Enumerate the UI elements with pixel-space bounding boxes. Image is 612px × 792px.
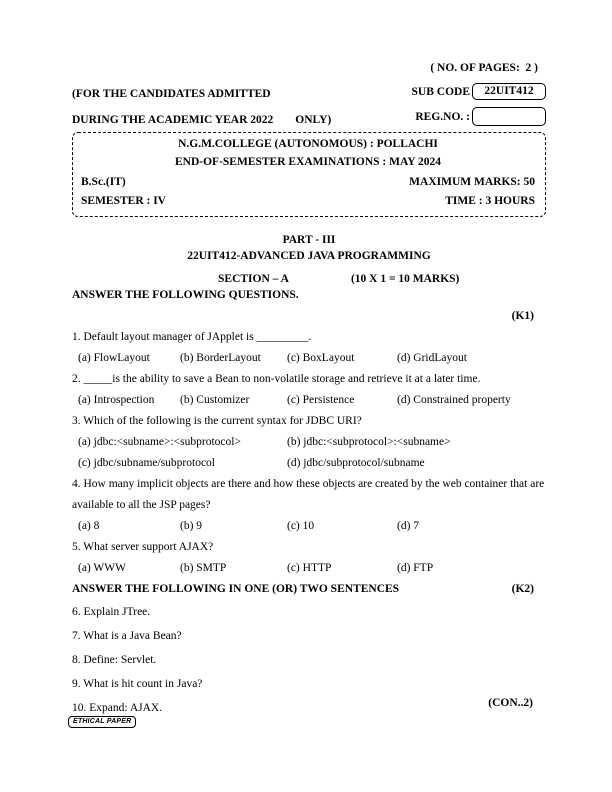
exam-time: TIME : 3 HOURS: [445, 195, 535, 207]
option-5c: (c) HTTP: [287, 562, 332, 574]
course-name: B.Sc.(IT): [81, 176, 126, 188]
question-3-options-row-1: [72, 432, 546, 453]
question-6: 6. Explain JTree.: [72, 606, 151, 618]
section-a-k-level: (K1): [511, 310, 534, 322]
option-1c: (c) BoxLayout: [287, 352, 355, 364]
ethical-paper-stamp-label: ETHICAL PAPER: [73, 718, 132, 725]
option-2b: (b) Customizer: [180, 394, 250, 406]
option-1a: (a) FlowLayout: [78, 352, 150, 364]
question-1-options: [72, 348, 546, 369]
candidates-note-line1: (FOR THE CANDIDATES ADMITTED: [72, 88, 271, 100]
option-5d: (d) FTP: [397, 562, 434, 574]
option-3a: (a) jdbc:<subname>:<subprotocol>: [78, 436, 241, 448]
option-4a: (a) 8: [78, 520, 100, 532]
pages-note: ( NO. OF PAGES: 2 ): [430, 62, 538, 74]
semester: SEMESTER : IV: [81, 195, 166, 207]
question-7: 7. What is a Java Bean?: [72, 630, 182, 642]
reg-no-group: [415, 107, 546, 126]
exam-info-box: [72, 132, 546, 217]
option-3d: (d) jdbc/subprotocol/subname: [287, 457, 425, 469]
section-a-heading: [72, 273, 546, 285]
college-name: N.G.M.COLLEGE (AUTONOMOUS) : POLLACHI: [178, 138, 438, 150]
option-4d: (d) 7: [397, 520, 420, 532]
exam-title: END-OF-SEMESTER EXAMINATIONS : MAY 2024: [174, 156, 441, 168]
candidates-note-only: ONLY): [295, 114, 332, 126]
section-k2-k-level: (K2): [511, 583, 534, 595]
question-4: 4. How many implicit objects are there and how these objects are created by the web container that are available to all the JSP pages?: [72, 478, 545, 511]
header-row-1: [72, 83, 546, 100]
sub-code-group: [412, 83, 546, 100]
question-8: 8. Define: Servlet.: [72, 654, 157, 666]
option-2d: (d) Constrained property: [397, 394, 511, 406]
section-a-title: SECTION – A: [218, 273, 289, 285]
section-a-instruction: ANSWER THE FOLLOWING QUESTIONS.: [72, 289, 299, 301]
question-4-options: [72, 516, 546, 537]
question-5-options: [72, 558, 546, 579]
section-k2-heading: [72, 579, 546, 600]
question-3-options-row-2: [72, 453, 546, 474]
section-k2-instruction: ANSWER THE FOLLOWING IN ONE (OR) TWO SENTENCES: [72, 583, 400, 595]
part-title: PART - III: [282, 234, 336, 246]
semester-time-row: [81, 195, 535, 207]
section-a-marks: (10 X 1 = 10 MARKS): [350, 273, 460, 285]
reg-no-label: REG.NO. :: [415, 110, 470, 123]
question-2: 2. _____is the ability to save a Bean to non-volatile storage and retrieve it at a later time.: [72, 373, 481, 385]
question-2-options: [72, 390, 546, 411]
option-1d: (d) GridLayout: [397, 352, 467, 364]
header-row-2: [72, 107, 546, 126]
option-5b: (b) SMTP: [180, 562, 227, 574]
maximum-marks: MAXIMUM MARKS: 50: [409, 176, 535, 188]
section-k2-block: [72, 600, 546, 720]
question-5: 5. What server support AJAX?: [72, 541, 214, 553]
subject-title: 22UIT412-ADVANCED JAVA PROGRAMMING: [187, 250, 431, 262]
option-1b: (b) BorderLayout: [180, 352, 261, 364]
option-3b: (b) jdbc:<subprotocol>:<subname>: [287, 436, 451, 448]
question-10: 10. Expand: AJAX.: [72, 702, 163, 714]
option-3c: (c) jdbc/subname/subprotocol: [78, 457, 216, 469]
question-1: 1. Default layout manager of JApplet is _________.: [72, 331, 312, 343]
option-2a: (a) Introspection: [78, 394, 155, 406]
candidates-note-line2: DURING THE ACADEMIC YEAR 2022: [72, 114, 274, 126]
question-9: 9. What is hit count in Java?: [72, 678, 203, 690]
reg-no-box: [472, 107, 546, 126]
sub-code-label: SUB CODE: [411, 85, 470, 98]
section-a-block: [72, 285, 546, 600]
course-marks-row: [81, 176, 535, 188]
continuation-note: (CON..2): [488, 697, 533, 709]
option-4c: (c) 10: [287, 520, 315, 532]
question-3: 3. Which of the following is the current syntax for JDBC URI?: [72, 415, 362, 427]
sub-code-box: 22UIT412: [472, 83, 546, 100]
option-4b: (b) 9: [180, 520, 203, 532]
option-2c: (c) Persistence: [287, 394, 355, 406]
ethical-paper-stamp: [68, 716, 136, 728]
option-5a: (a) WWW: [78, 562, 126, 574]
candidates-note-line2-group: [72, 114, 331, 126]
